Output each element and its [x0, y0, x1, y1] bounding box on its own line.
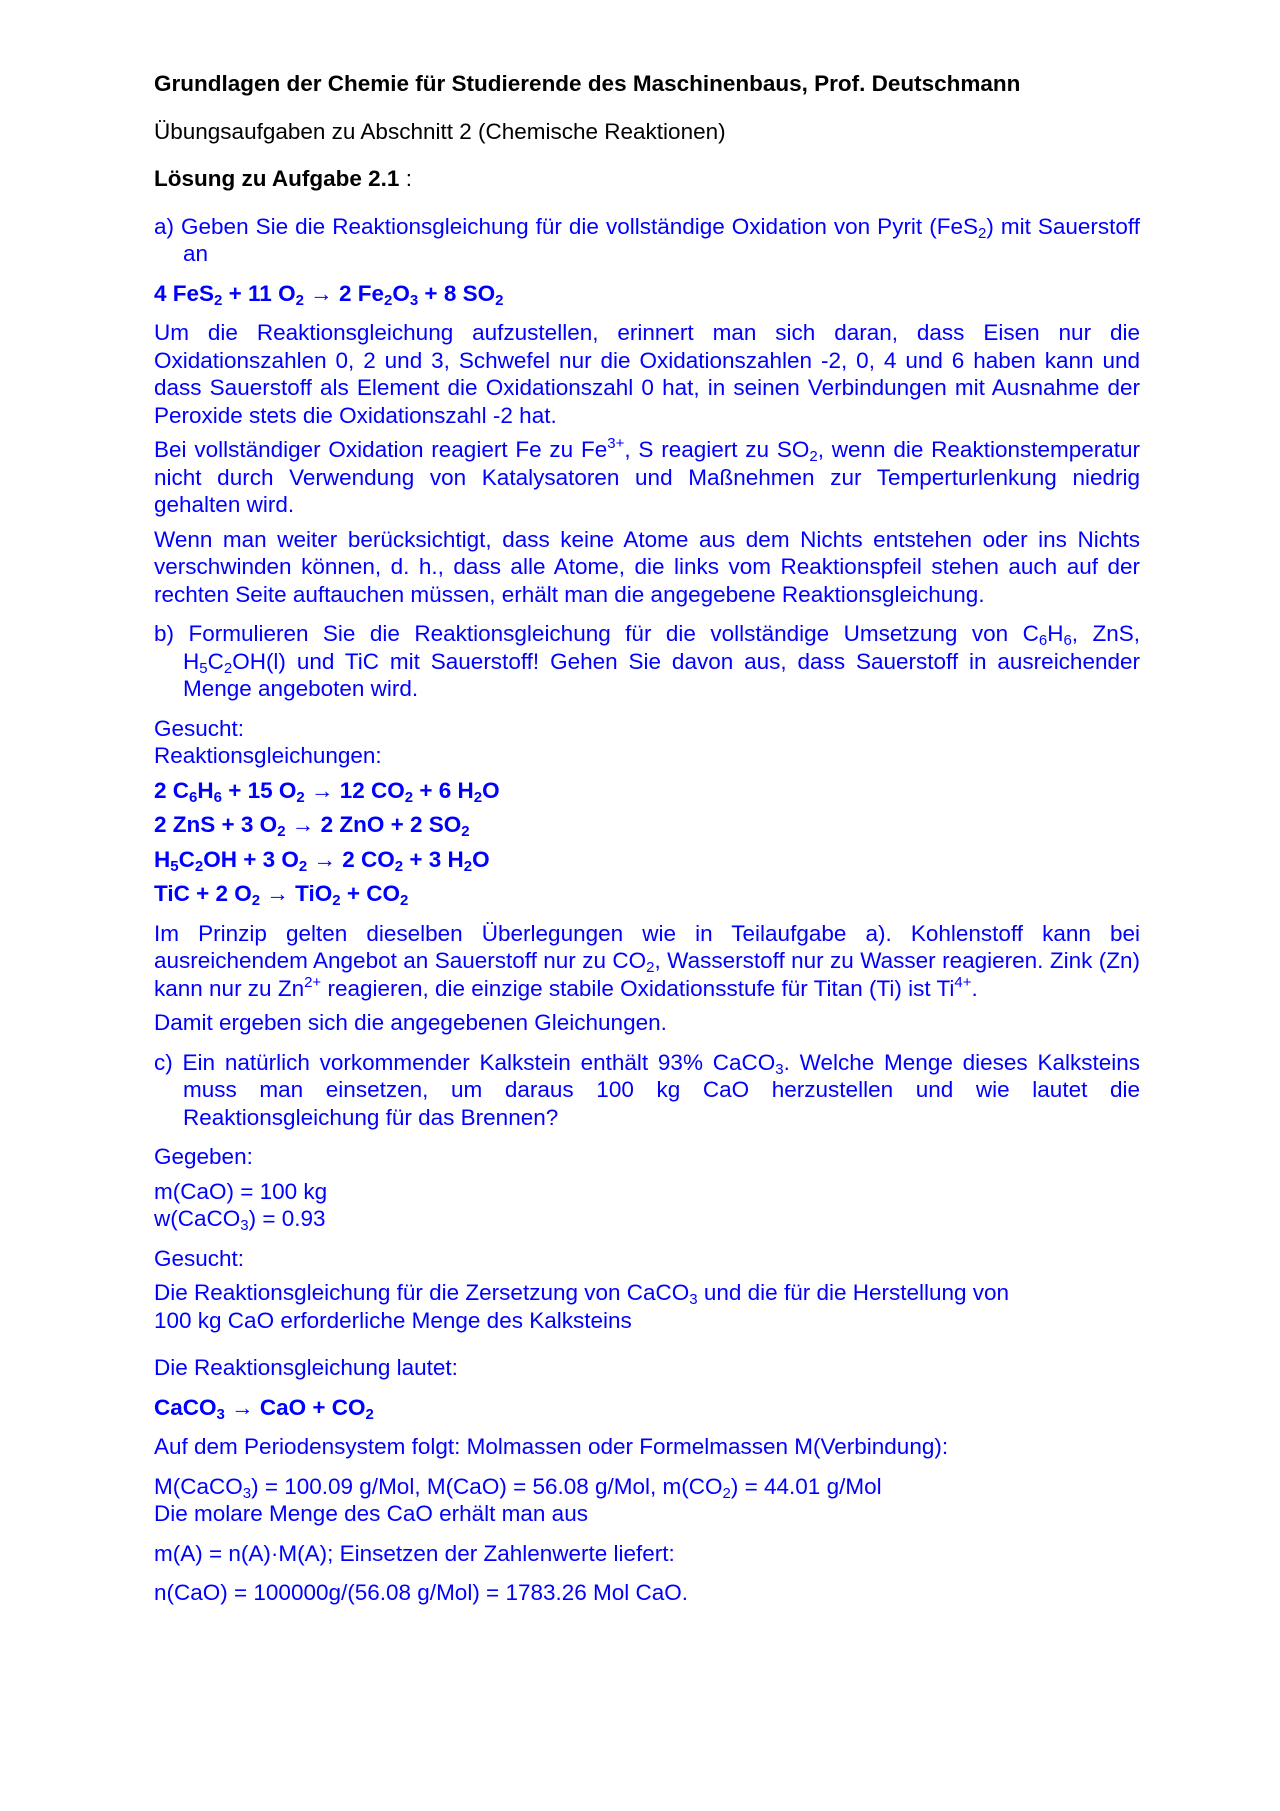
solution-colon: : — [399, 166, 412, 191]
equation-calcination: CaCO$_3$ → CaO + $CO_2$ — [154, 1394, 374, 1423]
equation-pyrite: 4 FeS$_2$ + 11 $O_2 \to 2$ $Fe_2O_3 + 8$ $SO_2$ — [154, 280, 504, 309]
solution-label: Lösung zu Aufgabe 2.1 — [154, 166, 400, 191]
equation-titanium-carbide: TiC + 2 $O_2 \to TiO_2 + CO_2$ — [154, 881, 409, 909]
paragraph-molare-menge: Die molare Menge des CaO erhält man aus — [154, 1501, 588, 1526]
given-mass-cao: m(CaO) = 100 kg — [154, 1178, 328, 1204]
formula-mass-amount: m(A) = n(A)·M(A); Einsetzen der Zahlenwerte liefert: — [154, 1540, 675, 1566]
label-gesucht-b: Gesucht: — [154, 715, 245, 741]
equation-ethanol: $H_5C_2OH + 3$ $O_2 \to 2$ $CO_2 + 3$ $H_2O$ — [154, 846, 490, 875]
paragraph-result-b: Damit ergeben sich die angegebenen Gleichungen. — [154, 1010, 667, 1035]
molar-masses: M(CaCO$_3$) = 100.09 g/Mol, M(CaO) = 56.08 g/Mol, $m(CO_2) = 44.01$ g/Mol — [154, 1473, 882, 1502]
document-page — [154, 70, 1140, 1607]
equation-zinc-sulfide: 2 ZnS + 3 $O_2 \to 2$ ZnO + 2 $SO_2$ — [154, 812, 470, 840]
paragraph-full-oxidation: Bei vollständiger Oxidation reagiert Fe zu $Fe^{3+}$, S reagiert zu $SO_2$, wenn die Reaktionstemperatur nicht durch Verwendung von Katalysatoren und Maßnehmen zur Temperturlenkung niedrig gehalten wird. — [154, 435, 1141, 517]
wanted-text: Die Reaktionsgleichung für die Zersetzung von CaCO$_3$ und die für die Herstellung von 100 kg CaO erforderliche Menge des Kalksteins — [154, 1280, 1010, 1333]
label-gesucht-c: Gesucht: — [154, 1245, 245, 1271]
paragraph-atom-balance: Wenn man weiter berücksichtigt, dass keine Atome aus dem Nichts entstehen oder ins Nichts verschwinden können, d. h., dass alle Atome, die links vom Reaktionspfeil stehen auch auf der rechten Seite auftauchen müssen, erhält man die angegebene Reaktionsgleichung. — [154, 526, 1140, 607]
paragraph-considerations: Im Prinzip gelten dieselben Überlegungen wie in Teilaufgabe a). Kohlenstoff kann bei ausreichendem Angebot an Sauerstoff nur zu $CO_2$, Wasserstoff nur zu Wasser reagieren. Zink (Zn) kann nur zu $Zn^{2+}$ reagieren, die einzige stabile Oxidationsstufe für Titan (Ti) ist $Ti^{4+}$. — [154, 920, 1140, 1001]
question-b: b) Formulieren Sie die Reaktionsgleichung für die vollständige Umsetzung von $C_6H_6$, ZnS, $H_5C_2OH(l)$ und TiC mit Sauerstoff! Gehen Sie davon aus, dass Sauerstoff in ausreichender Menge angeboten wird. — [154, 621, 1140, 701]
result-amount-cao: n(CaO) = 100000g/(56.08 g/Mol) = 1783.26 Mol CaO. — [154, 1580, 689, 1605]
equation-benzene: 2 $C_6H_6 + 15$ $O_2 \to 12$ $CO_2 + 6$ $H_2O$ — [154, 777, 500, 806]
question-c: c) Ein natürlich vorkommender Kalkstein enthält 93% CaCO$_3$. Welche Menge dieses Kalksteins muss man einsetzen, um daraus 100 kg CaO herzustellen und wie lautet die Reaktionsgleichung für das Brennen? — [154, 1049, 1141, 1130]
exercise-subtitle: Übungsaufgaben zu Abschnitt 2 (Chemische Reaktionen) — [154, 118, 726, 144]
solution-heading — [154, 165, 1140, 193]
label-reaktionsgleichung-lautet: Die Reaktionsgleichung lautet: — [154, 1355, 458, 1380]
paragraph-oxidation-numbers: Um die Reaktionsgleichung aufzustellen, erinnert man sich daran, dass Eisen nur die Oxidationszahlen 0, 2 und 3, Schwefel nur die Oxidationszahlen -2, 0, 4 und 6 haben kann und dass Sauerstoff als Element die Oxidationszahl 0 hat, in seinen Verbindungen mit Ausnahme der Peroxide stets die Oxidationszahl -2 hat. — [154, 320, 1140, 428]
paragraph-periodensystem: Auf dem Periodensystem folgt: Molmassen oder Formelmassen M(Verbindung): — [154, 1434, 949, 1459]
label-gegeben: Gegeben: — [154, 1144, 253, 1169]
given-mass-fraction: w(CaCO$_3$) = 0.93 — [154, 1206, 326, 1234]
course-title: Grundlagen der Chemie für Studierende des Maschinenbaus, Prof. Deutschmann — [154, 71, 1021, 96]
label-reaktionsgleichungen: Reaktionsgleichungen: — [154, 743, 382, 768]
question-a: a) Geben Sie die Reaktionsgleichung für die vollständige Oxidation von Pyrit (FeS$_2$) mit Sauerstoff an — [154, 213, 1140, 266]
